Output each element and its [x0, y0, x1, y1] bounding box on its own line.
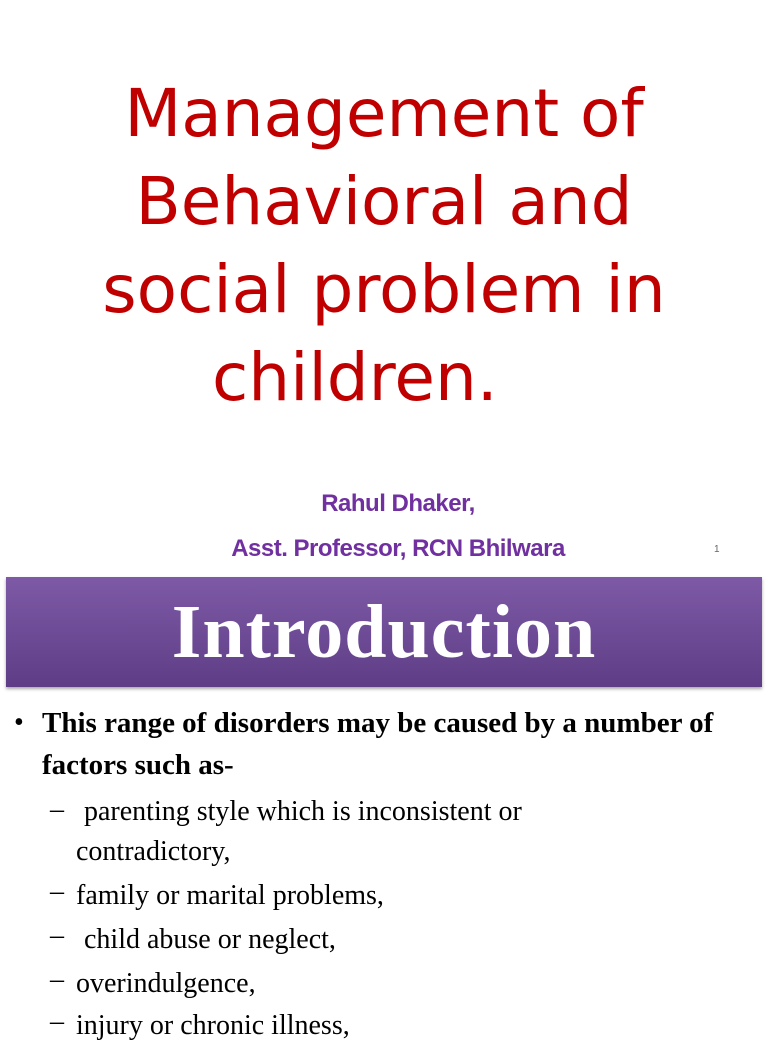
title-line-1: Management of [124, 75, 644, 152]
bullet-icon: • [14, 707, 24, 738]
author-name: Rahul Dhaker, [321, 490, 475, 517]
sub-item-1-cont: contradictory, [76, 836, 231, 867]
sub-item-5: injury or chronic illness, [76, 1010, 350, 1041]
dash-icon: – [50, 876, 64, 907]
author-role: Asst. Professor, RCN Bhilwara [231, 535, 565, 562]
title-line-4: children. [212, 339, 498, 416]
dash-icon: – [50, 964, 64, 995]
bullet-text: This range of disorders may be caused by a number of factors such as- [42, 707, 714, 781]
section-banner [6, 577, 762, 687]
title-line-2: Behavioral and [135, 163, 633, 240]
sub-item-2: family or marital problems, [76, 880, 384, 911]
sub-item-1: parenting style which is inconsistent or [84, 796, 522, 827]
sub-item-3: child abuse or neglect, [84, 924, 336, 955]
page-number: 1 [714, 544, 720, 555]
dash-icon: – [50, 794, 64, 825]
title-line-3: social problem in [102, 251, 666, 328]
sub-item-4: overindulgence, [76, 968, 256, 999]
dash-icon: – [50, 920, 64, 951]
slide-title [20, 70, 748, 422]
section-heading: Introduction [171, 589, 597, 674]
dash-icon: – [50, 1006, 64, 1037]
